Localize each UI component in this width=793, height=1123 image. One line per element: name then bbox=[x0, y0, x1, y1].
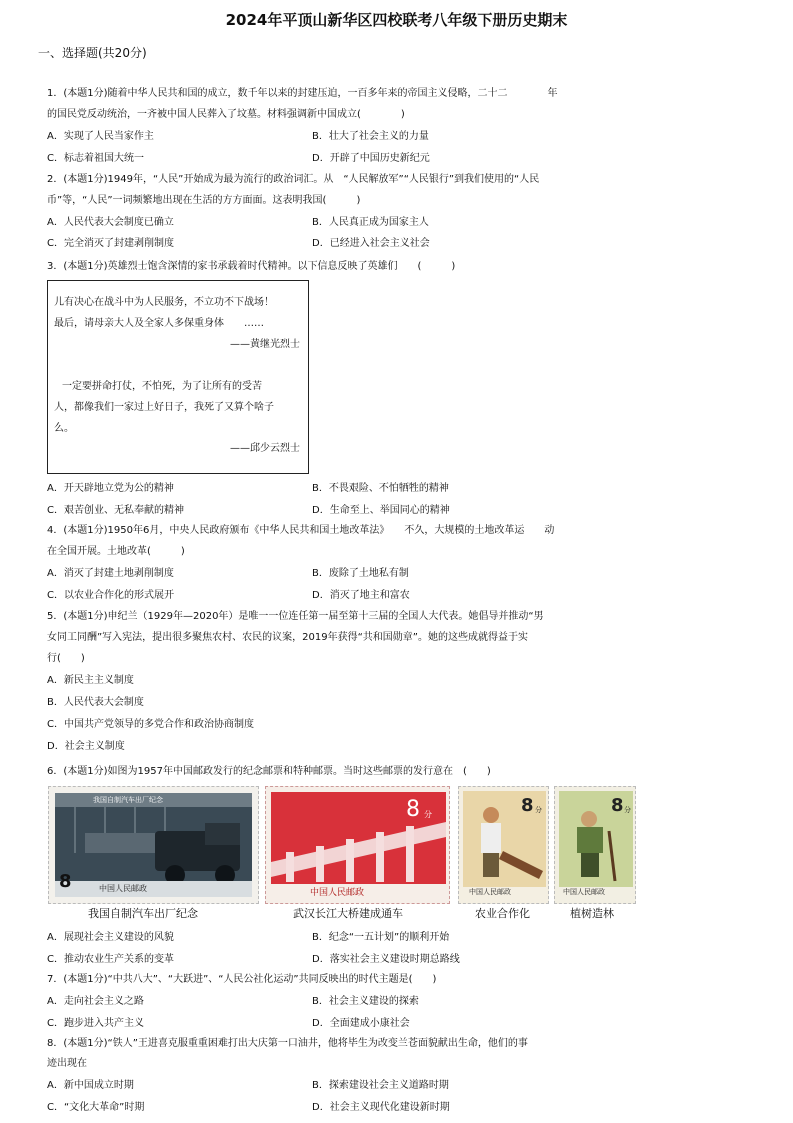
q2-stem-line1: 2．(本题1分)1949年，“人民”开始成为最为流行的政治词汇。从 “人民解放军”“人民银行”到我们使用的“人民 bbox=[47, 174, 540, 185]
q5-option-a[interactable]: A．新民主主义制度 bbox=[47, 675, 134, 686]
q4-option-c[interactable]: C．以农业合作化的形式展开 bbox=[47, 590, 174, 601]
q6-option-c[interactable]: C．推动农业生产关系的变革 bbox=[47, 954, 174, 965]
q1-option-c[interactable]: C．标志着祖国大统一 bbox=[47, 153, 144, 164]
stamp-agri-unit: 分 bbox=[535, 806, 542, 814]
q4-stem-line1: 4．(本题1分)1950年6月，中央人民政府颁布《中华人民共和国土地改革法》 不久，大规模的土地改革运 动 bbox=[47, 525, 555, 536]
q3-option-d[interactable]: D．生命至上、举国同心的精神 bbox=[312, 505, 450, 516]
stamp-wuhan-bridge bbox=[265, 786, 450, 904]
q8-option-a[interactable]: A．新中国成立时期 bbox=[47, 1080, 134, 1091]
quote-p2-line3: 么。 bbox=[54, 423, 74, 434]
q3-option-a[interactable]: A．开天辟地立党为公的精神 bbox=[47, 483, 174, 494]
q8-option-c[interactable]: C．“文化大革命”时期 bbox=[47, 1102, 145, 1113]
q6-option-a[interactable]: A．展现社会主义建设的风貌 bbox=[47, 932, 174, 943]
q4-stem-line2: 在全国开展。土地改革( ) bbox=[47, 546, 185, 557]
q8-option-b[interactable]: B．探索建设社会主义道路时期 bbox=[312, 1080, 449, 1091]
q8-option-d[interactable]: D．社会主义现代化建设新时期 bbox=[312, 1102, 450, 1113]
q2-stem-line2: 币”等，“人民”一词频繁地出现在生活的方方面面。这表明我国( ) bbox=[47, 195, 361, 206]
q1-stem-line2: 的国民党反动统治，一齐被中国人民葬入了坟墓。材料强调新中国成立( ) bbox=[47, 109, 405, 120]
q7-option-a[interactable]: A．走向社会主义之路 bbox=[47, 996, 144, 1007]
q7-option-d[interactable]: D．全面建成小康社会 bbox=[312, 1018, 410, 1029]
q4-option-b[interactable]: B．废除了土地私有制 bbox=[312, 568, 409, 579]
stamp-agri-value: 8 bbox=[521, 795, 534, 816]
quote-signature-1: ——黄继光烈士 bbox=[230, 339, 300, 350]
page-title: 2024年平顶山新华区四校联考八年级下册历史期末 bbox=[225, 11, 568, 29]
stamp-car-value: 8 bbox=[59, 871, 72, 892]
stamp-tree-label: 中国人民邮政 bbox=[563, 888, 605, 896]
stamp-caption-tree: 植树造林 bbox=[570, 907, 614, 920]
stamp-agri-coop-image bbox=[463, 791, 546, 901]
quote-p2-line1: 一定要拼命打仗，不怕死，为了让所有的受苦 bbox=[62, 381, 262, 392]
stamp-caption-agri: 农业合作化 bbox=[475, 907, 530, 920]
q3-stem-line1: 3．(本题1分)英雄烈士饱含深情的家书承载着时代精神。以下信息反映了英雄们 ( ) bbox=[47, 261, 456, 272]
q5-option-c[interactable]: C．中国共产党领导的多党合作和政治协商制度 bbox=[47, 719, 254, 730]
q3-option-b[interactable]: B．不畏艰险、不怕牺牲的精神 bbox=[312, 483, 449, 494]
q1-stem-line1: 1．(本题1分)随着中华人民共和国的成立，数千年以来的封建压迫，一百多年来的帝国主义侵略，二十二 年 bbox=[47, 88, 558, 99]
stamp-bridge-unit: 分 bbox=[424, 810, 432, 819]
q7-option-b[interactable]: B．社会主义建设的探索 bbox=[312, 996, 419, 1007]
stamp-caption-car: 我国自制汽车出厂纪念 bbox=[88, 907, 198, 920]
q5-stem-line2: 女同工同酬”写入宪法，提出很多聚焦农村、农民的议案，2019年获得“共和国勋章”。她的这些成就得益于实 bbox=[47, 632, 528, 643]
q7-stem-line1: 7．(本题1分)“中共八大”、“大跃进”、“人民公社化运动”共同反映出的时代主题是( ) bbox=[47, 974, 437, 985]
q1-option-b[interactable]: B．壮大了社会主义的力量 bbox=[312, 131, 429, 142]
stamp-car-label: 中国人民邮政 bbox=[99, 884, 147, 893]
q5-option-b[interactable]: B．人民代表大会制度 bbox=[47, 697, 144, 708]
q5-option-d[interactable]: D．社会主义制度 bbox=[47, 741, 125, 752]
section-heading: 一、选择题(共20分) bbox=[38, 46, 147, 60]
stamp-agri-label: 中国人民邮政 bbox=[469, 888, 511, 896]
stamp-tree-value: 8 bbox=[611, 795, 624, 816]
q2-option-b[interactable]: B．人民真正成为国家主人 bbox=[312, 217, 429, 228]
q6-option-b[interactable]: B．纪念“一五计划”的顺利开始 bbox=[312, 932, 450, 943]
stamp-car-header: 我国自制汽车出厂纪念 bbox=[93, 796, 163, 804]
q4-option-d[interactable]: D．消灭了地主和富农 bbox=[312, 590, 410, 601]
stamp-car-factory bbox=[48, 786, 259, 904]
q6-option-d[interactable]: D．落实社会主义建设时期总路线 bbox=[312, 954, 460, 965]
q5-stem-line3: 行( ) bbox=[47, 653, 85, 664]
stamp-car-factory-image bbox=[55, 793, 252, 897]
q1-option-a[interactable]: A．实现了人民当家作主 bbox=[47, 131, 154, 142]
quote-p2-line2: 人，都像我们一家过上好日子，我死了又算个啥子 bbox=[54, 402, 274, 413]
stamp-agri-coop bbox=[458, 786, 549, 904]
q4-option-a[interactable]: A．消灭了封建土地剥削制度 bbox=[47, 568, 174, 579]
q8-stem-line1: 8．(本题1分)“铁人”王进喜克服重重困难打出大庆第一口油井，他将毕生为改变兰苍面貌献出生命，他们的事 bbox=[47, 1038, 528, 1049]
stamp-bridge-value: 8 bbox=[406, 797, 420, 822]
quote-p1-line1: 儿有决心在战斗中为人民服务，不立功不下战场！ bbox=[54, 297, 274, 308]
q2-option-d[interactable]: D．已经进入社会主义社会 bbox=[312, 238, 430, 249]
q1-option-d[interactable]: D．开辟了中国历史新纪元 bbox=[312, 153, 430, 164]
stamp-bridge-label: 中国人民邮政 bbox=[310, 888, 365, 898]
stamp-tree-planting bbox=[554, 786, 636, 904]
quote-p1-line2: 最后，请母亲大人及全家人多保重身体 …… bbox=[54, 318, 264, 329]
q2-option-a[interactable]: A．人民代表大会制度已确立 bbox=[47, 217, 174, 228]
q8-stem-line2: 迹出现在 bbox=[47, 1058, 87, 1069]
q2-option-c[interactable]: C．完全消灭了封建剥削制度 bbox=[47, 238, 174, 249]
q5-stem-line1: 5．(本题1分)申纪兰（1929年—2020年）是唯一一位连任第一届至第十三届的全国人大代表。她倡导并推动“男 bbox=[47, 611, 544, 622]
stamp-caption-bridge: 武汉长江大桥建成通车 bbox=[293, 907, 403, 920]
stamp-tree-unit: 分 bbox=[624, 806, 631, 814]
q3-option-c[interactable]: C．艰苦创业、无私奉献的精神 bbox=[47, 505, 184, 516]
q7-option-c[interactable]: C．跑步进入共产主义 bbox=[47, 1018, 144, 1029]
quote-signature-2: ——邱少云烈士 bbox=[230, 443, 300, 454]
q3-quote-box bbox=[47, 280, 309, 474]
q6-stem-line1: 6．(本题1分)如图为1957年中国邮政发行的纪念邮票和特种邮票。当时这些邮票的发行意在 ( ) bbox=[47, 766, 491, 777]
